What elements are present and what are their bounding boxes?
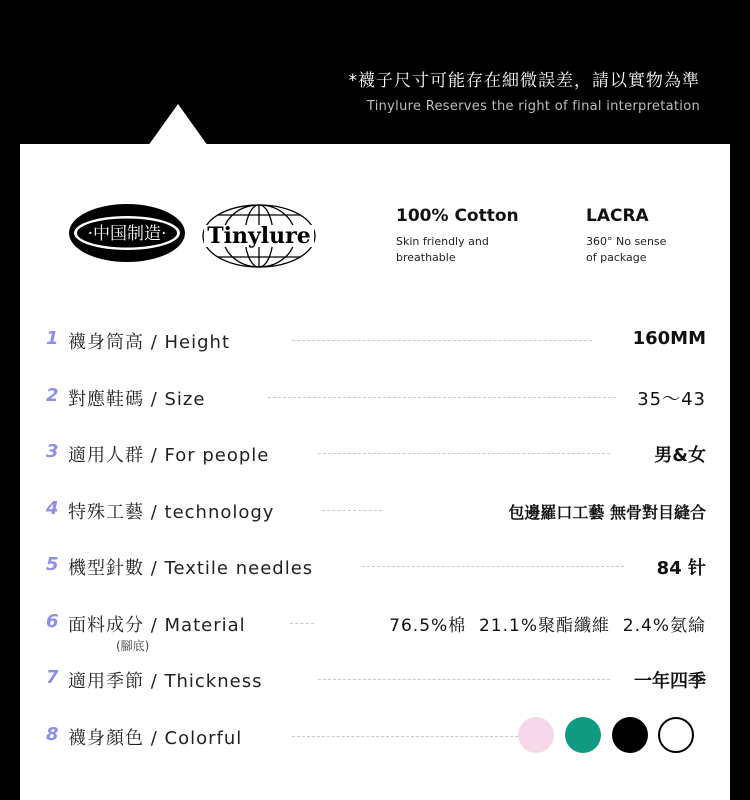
spec-row-people (46, 437, 706, 467)
row-number: 3 (46, 441, 59, 462)
spec-row-season (46, 663, 706, 693)
row-value: 84 针 (656, 558, 706, 579)
row-sublabel: (腳底) (116, 639, 150, 653)
row-number: 8 (46, 724, 59, 745)
spec-row-material (46, 607, 706, 653)
dash-divider (292, 736, 518, 737)
spec-row-height (46, 324, 706, 354)
row-label: 機型針數 / Textile needles (68, 558, 314, 579)
row-value: 包邊羅口工藝 無骨對目縫合 (508, 503, 706, 522)
row-label: 襪身筒高 / Height (68, 332, 231, 353)
row-number: 4 (46, 498, 59, 519)
brand-text: Tinylure (207, 223, 311, 249)
row-value: 76.5%棉 21.1%聚酯纖維 2.4%氨綸 (389, 616, 706, 636)
feature-title: LACRA (586, 206, 649, 226)
feature-cotton (396, 206, 519, 266)
color-swatch-white (658, 717, 694, 753)
spec-row-needles (46, 550, 706, 580)
disclaimer-cn: *襪子尺寸可能存在細微誤差，請以實物為準 (348, 71, 700, 91)
dash-divider (318, 679, 610, 680)
dash-divider (318, 453, 610, 454)
made-in-china-text: ·中国制造· (87, 224, 167, 244)
row-value: 一年四季 (634, 671, 706, 692)
row-label: 對應鞋碼 / Size (68, 389, 206, 410)
dash-divider (292, 340, 592, 341)
feature-lacra (586, 206, 666, 266)
feature-desc: Skin friendly and breathable (396, 235, 489, 264)
row-label: 面料成分 / Material (68, 615, 246, 636)
spec-card (20, 144, 730, 800)
row-label: 襪身顏色 / Colorful (68, 728, 243, 749)
dash-divider (268, 397, 616, 398)
color-swatch-green (565, 717, 601, 753)
row-number: 5 (46, 554, 59, 575)
disclaimer (349, 66, 701, 114)
color-swatch-pink (518, 717, 554, 753)
row-label: 特殊工藝 / technology (68, 502, 275, 523)
spec-row-technology (46, 494, 706, 524)
row-number: 6 (46, 611, 59, 632)
row-number: 7 (46, 667, 59, 688)
dash-divider (290, 623, 314, 624)
row-number: 1 (46, 328, 59, 349)
tinylure-globe-logo (201, 203, 317, 269)
color-swatch-black (612, 717, 648, 753)
row-label: 適用季節 / Thickness (68, 671, 263, 692)
row-value: 男&女 (654, 445, 706, 466)
feature-title: 100% Cotton (396, 206, 519, 226)
feature-desc: 360° No sense of package (586, 235, 667, 264)
spec-row-colors (46, 720, 706, 750)
made-in-china-logo (68, 203, 186, 263)
dash-divider (322, 510, 382, 511)
row-number: 2 (46, 385, 59, 406)
row-value: 160MM (632, 328, 706, 349)
spec-row-size (46, 381, 706, 411)
row-value: 35～43 (637, 389, 706, 410)
disclaimer-en: Tinylure Reserves the right of final interpretation (366, 99, 700, 114)
dash-divider (362, 566, 624, 567)
row-label: 適用人群 / For people (68, 445, 270, 466)
card-notch (148, 104, 208, 146)
